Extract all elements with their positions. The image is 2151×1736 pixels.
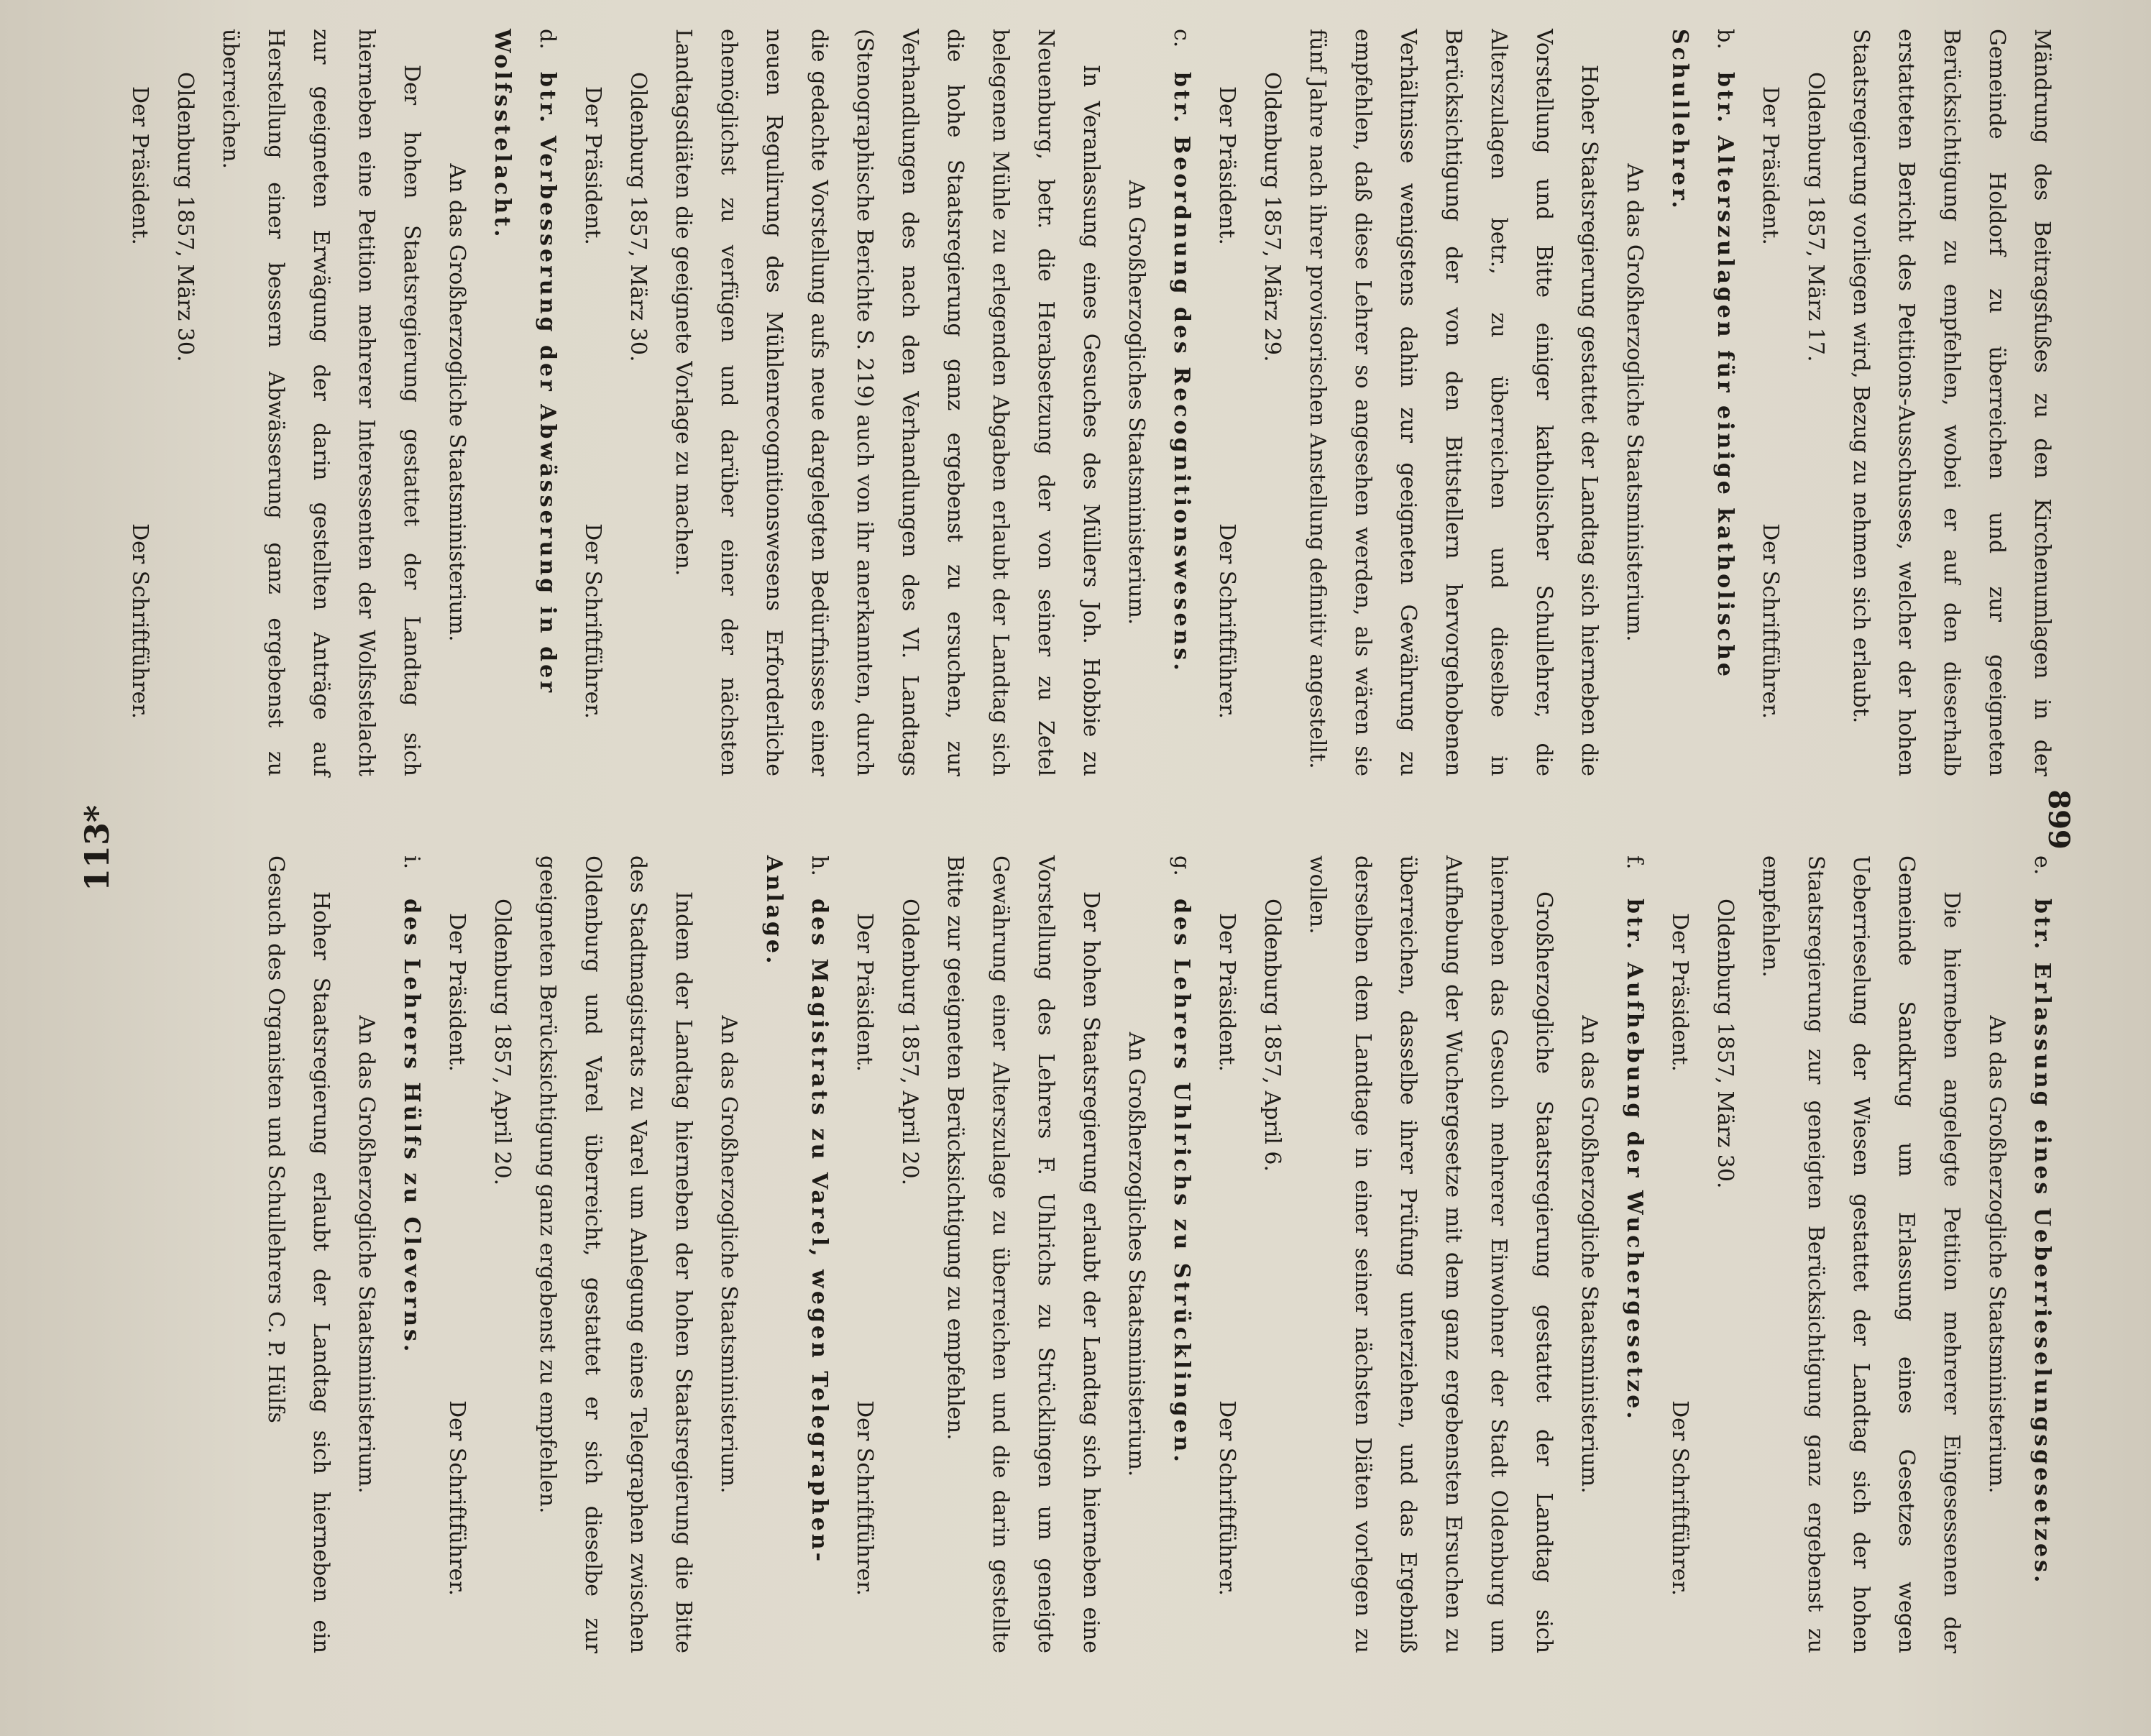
section-b-text: Hoher Staatsregierung gestattet der Landtag sich hierneben die Vorstellung und Bitte einiger katholischer Schullehrer, die Alterszulagen betr., zu überreichen und dieselbe in Berücksichtigung der von den Bittstellern hervorgehobenen Verhältnisse wenigstens dahin zur geeigneten Gewährung zu empfehlen, daß diese Lehrer so angesehen werden, als wären sie fünf Jahre nach ihrer provisorischen Anstellung definitiv angestellt. [1305, 29, 1602, 776]
president-label: Der Präsident. [1214, 86, 1239, 245]
section-title: des Magistrats zu Varel, wegen Telegraphen-Anlage. [761, 855, 832, 1565]
section-mark: h. [807, 855, 832, 876]
intro-signature [1748, 29, 1793, 776]
section-f-text: Großherzogliche Staatsregierung gestattet der Landtag sich hierneben das Gesuch mehrerer Einwohner der Stadt Oldenburg um Aufhebung der Wuchergesetze mit dem ganz ergebensten Ersuchen zu überreichen, dasselbe ihrer Prüfung unterziehen, und das Ergebniß derselben dem Landtage in einer seiner nächsten Diäten vorlegen zu wollen. [1305, 855, 1556, 1653]
section-e-signature [1657, 855, 1702, 1653]
section-d-signature [117, 29, 162, 776]
section-g-signature [842, 855, 887, 1653]
secretary-label: Der Schriftführer. [444, 1400, 469, 1596]
president-label: Der Präsident. [580, 86, 605, 245]
section-title: des Lehrers Hülfs zu Cleverns. [399, 899, 424, 1355]
column-first [117, 29, 2065, 776]
section-c-address: An Großherzogliches Staatsministerium. [1124, 180, 1149, 625]
section-e-date: Oldenburg 1857, März 30. [1712, 899, 1738, 1189]
secretary-label: Der Schriftführer. [1758, 523, 1783, 719]
section-title: btr. Erlassung eines Ueberrieselungsgesetzes. [2030, 899, 2055, 1586]
section-h-heading [751, 855, 842, 1653]
section-i-text: Hoher Staatsregierung erlaubt der Landtag sich hierneben ein Gesuch des Organisten und Schullehrers C. P. Hülfs [263, 855, 334, 1653]
section-h-date: Oldenburg 1857, April 20. [490, 899, 515, 1186]
section-d-address: An das Großherzogliche Staatsministerium. [444, 163, 469, 642]
section-d-text: Der hohen Staatsregierung gestattet der Landtag sich hierneben eine Petition mehrerer Interessenten der Wolfsstelacht zur geeigneten Erwägung der darin gestellten Anträge auf Herstellung einer bessern Abwässerung ganz ergebenst zu überreichen. [218, 29, 424, 776]
intro-text: Mändrung des Beitragsfußes zu den Kirchenumlagen in der Gemeinde Holdorf zu überreichen und zur geeigneten Berücksichtigung zu empfehlen, wobei er auf den dieserhalb erstatteten Bericht des Petitions-Ausschusses, welcher der hohen Staatsregierung vorliegen wird, Bezug zu nehmen sich erlaubt. [1848, 29, 2055, 776]
secretary-label: Der Schriftführer. [1667, 1400, 1692, 1596]
column-second [253, 855, 2065, 1653]
president-label: Der Präsident. [1667, 913, 1692, 1072]
secretary-label: Der Schriftführer. [1214, 1400, 1239, 1596]
section-d-date: Oldenburg 1857, März 30. [173, 72, 198, 362]
president-label: Der Präsident. [444, 913, 469, 1072]
section-i-heading [389, 855, 434, 1653]
president-label: Der Präsident. [1214, 913, 1239, 1072]
section-b-heading [1657, 29, 1748, 776]
intro-date: Oldenburg 1857, März 17. [1803, 72, 1828, 362]
section-mark: b. [1712, 29, 1738, 50]
section-title: btr. Beordnung des Recognitionswesens. [1169, 72, 1194, 674]
secretary-label: Der Schriftführer. [127, 523, 152, 719]
section-title: des Lehrers Uhlrichs zu Strücklingen. [1169, 899, 1194, 1465]
section-mark: g. [1169, 855, 1194, 876]
section-title: btr. Alterszulagen für einige katholische Schullehrer. [1667, 29, 1738, 680]
section-i-address: An das Großherzogliche Staatsministerium. [354, 1015, 379, 1494]
section-c-date: Oldenburg 1857, März 30. [625, 72, 651, 362]
section-mark: e. [2030, 855, 2055, 876]
section-c-signature [570, 29, 615, 776]
secretary-label: Der Schriftführer. [580, 523, 605, 719]
section-e-address: An das Großherzogliche Staatsministerium. [1984, 1015, 2009, 1494]
section-b-address: An das Großherzogliche Staatsministerium. [1622, 163, 1647, 642]
section-f-address: An das Großherzogliche Staatsministerium. [1577, 1015, 1602, 1494]
section-g-heading [1159, 855, 1204, 1653]
section-h-signature [434, 855, 480, 1653]
section-b-signature [1204, 29, 1249, 776]
section-g-date: Oldenburg 1857, April 20. [897, 899, 922, 1186]
secretary-label: Der Schriftführer. [852, 1400, 877, 1596]
section-h-address: An das Großherzogliche Staatsministerium. [716, 1015, 741, 1494]
section-mark: c. [1169, 29, 1194, 48]
section-f-heading [1612, 855, 1657, 1653]
section-d-heading [480, 29, 570, 776]
page-folio: 899 [2042, 789, 2076, 850]
president-label: Der Präsident. [852, 913, 877, 1072]
signature-mark: 113* [78, 804, 116, 891]
section-g-text: Der hohen Staatsregierung erlaubt der Landtag sich hierneben eine Vorstellung des Lehrers F. Uhlrichs zu Strücklingen um geneigte Gewährung einer Alterszulage zu überreichen und die darin gestellte Bitte zur geeigneten Berücksichtigung zu empfehlen. [943, 855, 1104, 1653]
section-f-signature [1204, 855, 1249, 1653]
section-mark: f. [1622, 855, 1647, 870]
section-title: btr. Verbesserung der Abwässerung in der Wolfsstelacht. [490, 29, 560, 696]
section-g-address: An Großherzogliches Staatsministerium. [1124, 1032, 1149, 1477]
section-f-date: Oldenburg 1857, April 6. [1260, 899, 1285, 1172]
section-title: btr. Aufhebung der Wuchergesetze. [1622, 899, 1647, 1422]
section-b-date: Oldenburg 1857, März 29. [1260, 72, 1285, 362]
president-label: Der Präsident. [1758, 86, 1783, 245]
secretary-label: Der Schriftführer. [1214, 523, 1239, 719]
section-e-heading [2019, 855, 2065, 1653]
president-label: Der Präsident. [127, 86, 152, 245]
section-c-heading [1159, 29, 1204, 776]
section-mark: i. [399, 855, 424, 870]
section-e-text: Die hierneben angelegte Petition mehrerer Eingesessenen der Gemeinde Sandkrug um Erlassung eines Gesetzes wegen Ueberrieselung der Wiesen gestattet der Landtag sich der hohen Staatsregierung zur geneigten Berücksichtigung ganz ergebenst zu empfehlen. [1758, 855, 1964, 1653]
section-h-text: Indem der Landtag hierneben der hohen Staatsregierung die Bitte des Stadtmagistrats zu Varel um Anlegung eines Telegraphen zwischen Oldenburg und Varel überreicht, gestattet er sich dieselbe zur geeigneten Berücksichtigung ganz ergebenst zu empfehlen. [535, 855, 696, 1653]
section-c-text: In Veranlassung eines Gesuches des Müllers Joh. Hobbie zu Neuenburg, betr. die Herabsetzung der von seiner zu Zetel belegenen Mühle zu erlegenden Abgaben erlaubt der Landtag sich die hohe Staatsregierung ganz ergebenst zu ersuchen, zur Verhandlungen des nach den Verhandlungen des VI. Landtags (Stenographische Berichte S. 219) auch von ihr anerkannten, durch die gedachte Vorstellung aufs neue dargelegten Bedürfnisses einer neuen Regulirung des Mühlenrecognitionswesens Erforderliche ehemöglichst zu verfügen und darüber einer der nächsten Landtagsdiäten die geeignete Vorlage zu machen. [671, 29, 1104, 776]
section-mark: d. [535, 29, 560, 50]
